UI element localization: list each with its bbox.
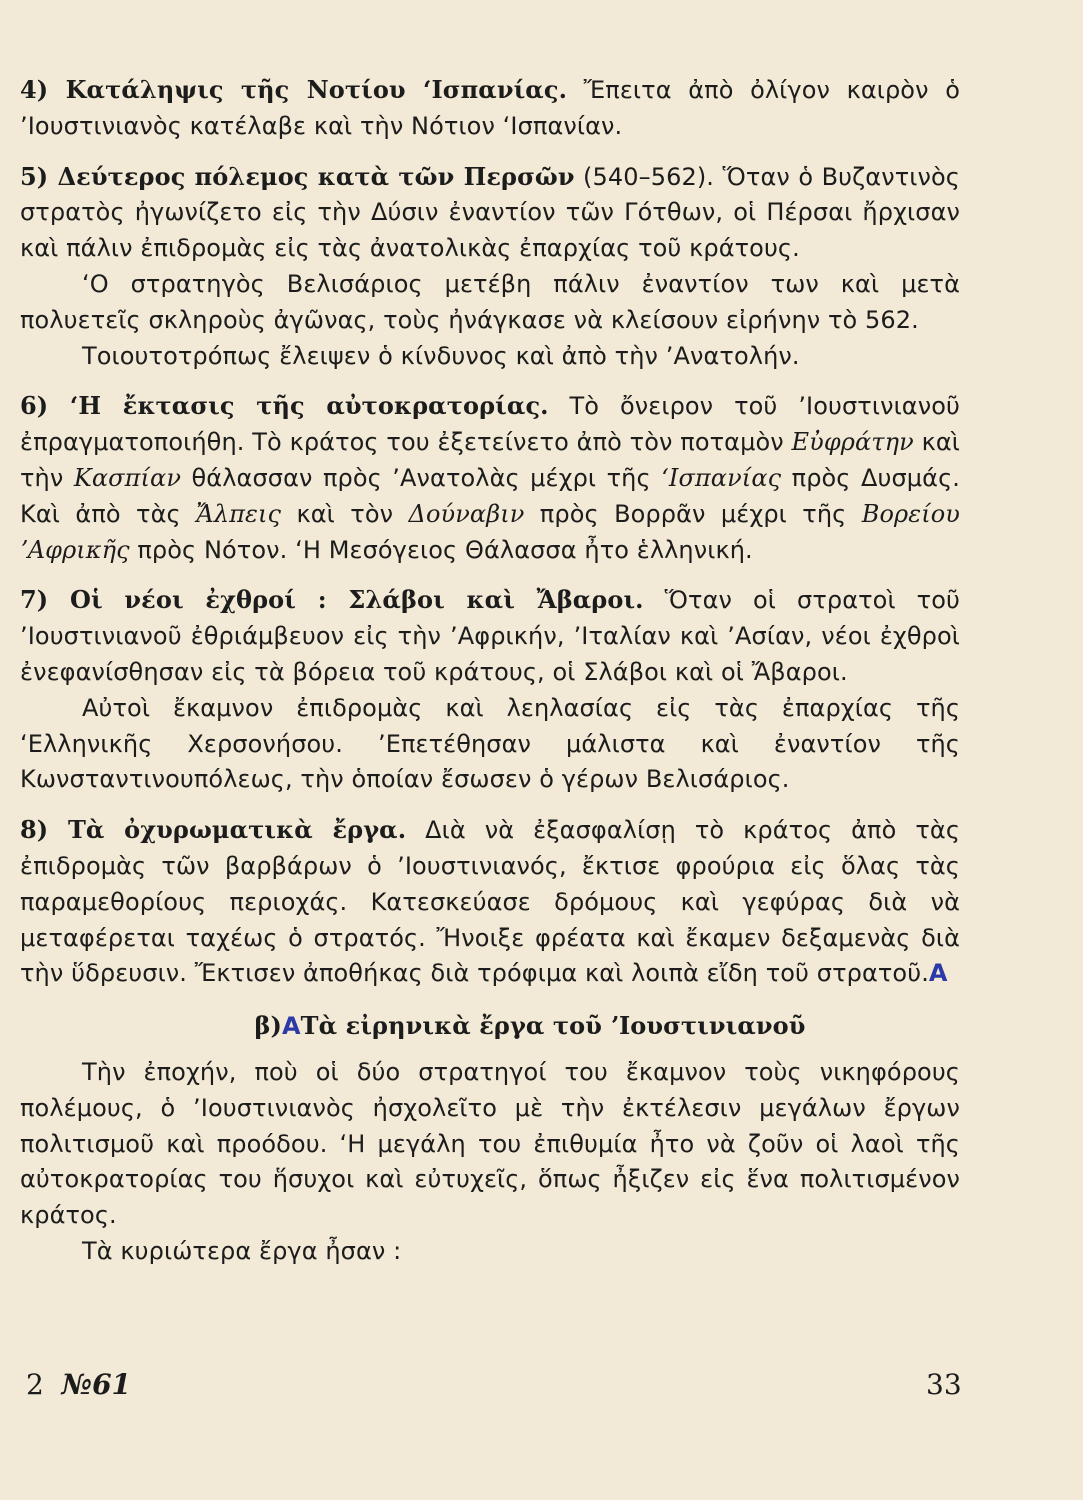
section-heading-8: 8) Τὰ ὀχυρωματικὰ ἔργα. [20,815,407,845]
page-text [20,72,960,1270]
section-heading-7: 7) Οἱ νέοι ἐχθροί : Σλάβοι καὶ Ἄβαροι. [20,585,644,615]
text-s6-4: πρὸς Δυσμάς. Καὶ ἀπὸ τὰς [20,463,960,528]
paragraph-s5 [20,159,960,267]
paragraph-b-2: Τὰ κυριώτερα ἔργα ἦσαν : [82,1236,402,1265]
text-s6-2: καὶ τὴν [20,428,960,492]
place-caspian: Κασπίαν [73,463,182,492]
section-heading-5: 5) Δεύτερος πόλεμος κατὰ τῶν Περσῶν [20,161,575,191]
section-title-text: Τὰ εἰρηνικὰ ἔργα τοῦ ʼΙουστινιανοῦ [300,1011,806,1041]
text-s6-3: θάλασσαν πρὸς ʼΑνατολὰς μέχρι τῆς [181,463,662,492]
paragraph-s7 [20,582,960,690]
place-euphrates: Εὐφράτην [791,428,914,457]
place-alps: Ἄλπεις [196,499,282,528]
section-label-b: β) [254,1011,282,1041]
text-s6-5: καὶ τὸν [281,499,409,528]
text-s7: Ὅταν οἱ στρατοὶ τοῦ ʼΙουστινιανοῦ ἐθριάμβευον εἰς τὴν ʼΑφρικήν, ʼΙταλίαν καὶ ʼΑσίαν, νέοι ἐχθροὶ ἐνεφανίσθησαν εἰς τὰ βόρεια τοῦ κράτους, οἱ Σλάβοι καὶ οἱ Ἄβαροι. [20,586,960,686]
paragraph-s5-3: Τοιουτοτρόπως ἔλειψεν ὁ κίνδυνος καὶ ἀπὸ τὴν ʼΑνατολήν. [82,341,800,370]
page-number: 33 [926,1368,962,1401]
paragraph-s4 [20,72,960,145]
place-danube: Δούναβιν [408,499,525,528]
paragraph-s8 [20,812,960,992]
text-s6-6: πρὸς Βορρᾶν μέχρι τῆς [524,499,862,528]
place-north-africa: Βορείου ʼΑφρικῆς [20,499,960,564]
signature-number: 2 [26,1368,44,1401]
text-s8: Διὰ νὰ ἐξασφαλίσῃ τὸ κράτος ἀπὸ τὰς ἐπιδρομὰς τῶν βαρβάρων ὁ ʼΙουστινιανός, ἔκτισε φρούρια εἰς ὅλας τὰς παραμεθορίους περιοχάς. Κατεσκεύασε δρόμους καὶ γεφύρας διὰ νὰ μεταφέρεται ταχέως ὁ στρατός. Ἤνοιξε φρέατα καὶ ἔκαμεν δεξαμενὰς διὰ τὴν ὕδρευσιν. Ἔκτισεν ἀποθήκας διὰ τρόφιμα καὶ λοιπὰ εἴδη τοῦ στρατοῦ. [20,816,961,988]
paragraph-s6 [20,388,960,568]
text-s5: (540–562). Ὅταν ὁ Βυζαντινὸς στρατὸς ἠγωνίζετο εἰς τὴν Δύσιν ἐναντίον τῶν Γότθων, οἱ Πέρσαι ἤρχισαν καὶ πάλιν ἐπιδρομὰς εἰς τὰς ἀνατολικὰς ἐπαρχίας τοῦ κράτους. [20,162,960,263]
place-spain: ʻΙσπανίας [661,463,782,492]
pen-mark-b: Α [281,1012,301,1041]
pen-mark: Α [928,959,948,988]
text-s6-7: πρὸς Νότον. ʻΗ Μεσόγειος Θάλασσα ἦτο ἑλληνική. [129,535,753,564]
paragraph-s7-2: Αὐτοὶ ἔκαμνον ἐπιδρομὰς καὶ λεηλασίας εἰς τὰς ἐπαρχίας τῆς ʻΕλληνικῆς Χερσονήσου. ʼΕπετέθησαν μάλιστα καὶ ἐναντίον τῆς Κωνσταντινουπόλεως, τὴν ὁποίαν ἔσωσεν ὁ γέρων Βελισάριος. [20,693,960,794]
section-title-b [20,1008,960,1045]
text-s4: Ἔπειτα ἀπὸ ὀλίγον καιρὸν ὁ ʼΙουστινιανὸς κατέλαβε καὶ τὴν Νότιον ʻΙσπανίαν. [20,76,960,140]
text-s6-1: Τὸ ὄνειρον τοῦ ʼΙουστινιανοῦ ἐπραγματοποιήθη. Τὸ κράτος του ἐξετείνετο ἀπὸ τὸν ποταμὸν [20,392,961,457]
handwritten-note: №61 [61,1368,132,1401]
section-heading-4: 4) Κατάληψις τῆς Νοτίου ʻΙσπανίας. [20,75,568,104]
section-heading-6: 6) ʻΗ ἔκτασις τῆς αὐτοκρατορίας. [20,391,549,421]
paragraph-s5-2: ʻΟ στρατηγὸς Βελισάριος μετέβη πάλιν ἐναντίον των καὶ μετὰ πολυετεῖς σκληροὺς ἀγῶνας, τοὺς ἠνάγκασε νὰ κλείσουν εἰρήνην τὸ 562. [20,269,960,334]
printer-signature [26,1368,131,1401]
paragraph-b-1: Τὴν ἐποχήν, ποὺ οἱ δύο στρατηγοί του ἔκαμνον τοὺς νικηφόρους πολέμους, ὁ ʼΙουστινιανὸς ἠσχολεῖτο μὲ τὴν ἐκτέλεσιν μεγάλων ἔργων πολιτισμοῦ καὶ προόδου. ʻΗ μεγάλη του ἐπιθυμία ἦτο νὰ ζοῦν οἱ λαοὶ τῆς αὐτοκρατορίας του ἥσυχοι καὶ εὐτυχεῖς, ὅπως ἦξιζεν εἰς ἕνα πολιτισμένον κράτος. [20,1057,960,1230]
